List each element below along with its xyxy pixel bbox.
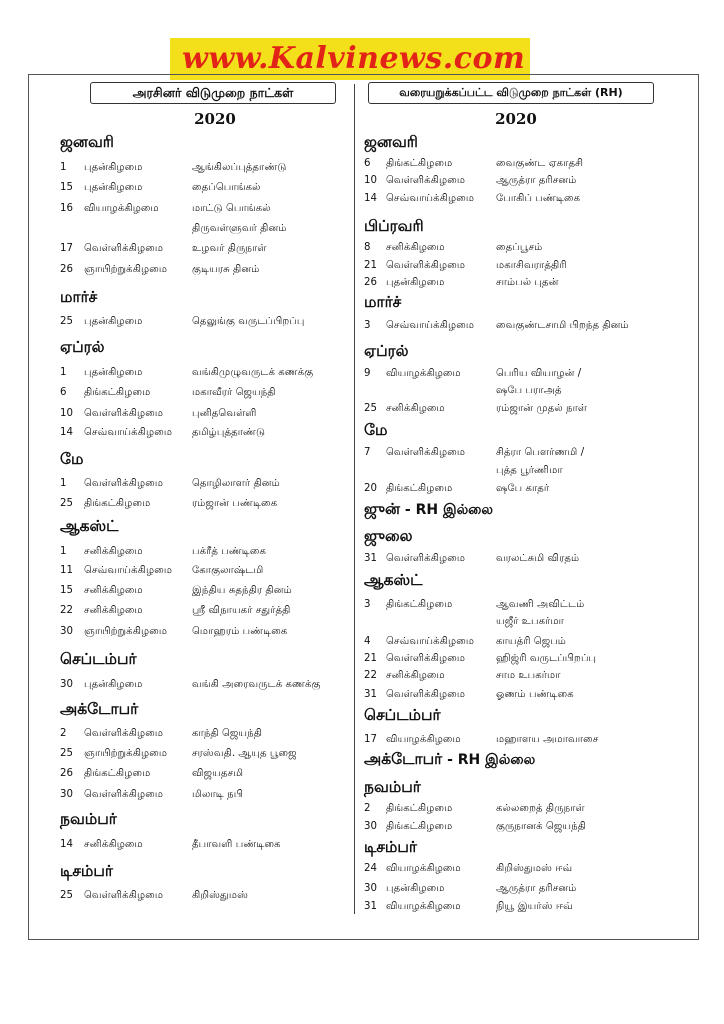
holiday-event: மகாசிவராத்திரி [496,260,567,271]
holiday-event: ஸ்ரீ விநாயகர் சதுர்த்தி [192,605,291,616]
right-year: 2020 [495,110,537,128]
holiday-date: 1 [60,546,67,557]
holiday-row [60,406,350,422]
holiday-weekday: வெள்ளிக்கிழமை [386,553,466,564]
right-month-heading [364,838,417,858]
holiday-weekday: சனிக்கிழமை [84,546,143,557]
holiday-row [364,651,694,667]
holiday-row [364,191,694,207]
month-name: மே [60,450,84,468]
holiday-row [60,787,350,803]
holiday-event: பெரிய வியாழன் / [496,368,582,379]
holiday-event: கோகுலாஷ்டமி [192,565,264,576]
holiday-event: ஆங்கிலப்புத்தாண்டு [192,162,287,173]
holiday-row [60,603,350,619]
holiday-event: வைகுண்டசாமி பிறந்த தினம் [496,320,629,331]
month-name: செப்டம்பர் [364,706,441,724]
holiday-event: தமிழ்புத்தாண்டு [192,427,266,438]
right-month-heading [364,342,408,362]
month-name: ஆகஸ்ட் [60,517,119,535]
holiday-weekday: ஞாயிற்றுக்கிழமை [84,748,168,759]
left-month-heading [60,288,97,308]
month-note: - RH இல்லை [400,502,494,518]
holiday-weekday: சனிக்கிழமை [84,839,143,850]
holiday-event: போகிப் பண்டிகை [496,193,581,204]
holiday-date: 30 [60,626,73,637]
holiday-date: 21 [364,653,377,664]
month-name: நவம்பர் [364,778,421,796]
holiday-row [60,888,350,904]
holiday-date: 2 [364,803,371,814]
holiday-date: 21 [364,260,377,271]
holiday-weekday: வெள்ளிக்கிழமை [386,175,466,186]
website-banner[interactable]: www.Kalvinews.com [182,41,526,76]
holiday-date: 17 [60,243,73,254]
holiday-weekday: வியாழக்கிழமை [386,368,461,379]
holiday-date: 22 [60,605,73,616]
holiday-row [364,668,694,684]
holiday-weekday: திங்கட்கிழமை [386,483,453,494]
holiday-date: 14 [364,193,377,204]
right-month-heading [364,421,387,441]
left-month-heading [60,450,83,470]
holiday-row [364,614,694,630]
holiday-weekday: சனிக்கிழமை [386,403,445,414]
holiday-weekday: வியாழக்கிழமை [386,863,461,874]
holiday-weekday: வெள்ளிக்கிழமை [84,890,164,901]
holiday-row [364,156,694,172]
right-month-heading [364,133,418,153]
holiday-event: வரலட்சுமி விரதம் [496,553,580,564]
holiday-event: ஹிஜ்ரி வருடப்பிறப்பு [496,653,597,664]
holiday-date: 25 [60,890,73,901]
holiday-weekday: புதன்கிழமை [386,883,445,894]
holiday-date: 30 [60,679,73,690]
holiday-event: விஜயதசமி [192,768,244,779]
holiday-row [60,746,350,762]
holiday-row [364,899,694,915]
holiday-row [60,766,350,782]
holiday-weekday: புதன்கிழமை [84,679,143,690]
month-name: மார்ச் [60,288,98,306]
right-month-heading [364,500,493,520]
holiday-event: வங்கிமுழுவருடக் கணக்கு [192,367,314,378]
holiday-weekday: வெள்ளிக்கிழமை [386,447,466,458]
holiday-weekday: வியாழக்கிழமை [386,734,461,745]
month-name: ஆகஸ்ட் [364,571,423,589]
holiday-date: 2 [60,728,67,739]
holiday-event: மிலாடி நபி [192,789,243,800]
holiday-weekday: புதன்கிழமை [84,182,143,193]
holiday-event: குடியரசு தினம் [192,264,260,275]
holiday-row [364,366,694,382]
holiday-event: புத்த பூர்ணிமா [496,465,563,476]
holiday-date: 3 [364,599,371,610]
holiday-weekday: சனிக்கிழமை [84,585,143,596]
holiday-row [60,476,350,492]
holiday-event: ஷபே காதர் [496,483,550,494]
holiday-weekday: செவ்வாய்க்கிழமை [84,427,173,438]
left-month-heading [60,338,104,358]
holiday-weekday: வெள்ளிக்கிழமை [84,408,164,419]
month-name: அக்டோபர் [364,750,443,768]
holiday-event: ஆருத்ரா தரிசனம் [496,175,577,186]
holiday-row [364,463,694,479]
holiday-row [60,180,350,196]
holiday-date: 1 [60,367,67,378]
holiday-weekday: வெள்ளிக்கிழமை [386,689,466,700]
holiday-event: காயத்ரி ஜெபம் [496,636,566,647]
holiday-event: சாம்பல் புதன் [496,277,559,288]
holiday-event: ஆவணி அவிட்டம் [496,599,585,610]
holiday-date: 26 [60,264,73,275]
holiday-date: 8 [364,242,371,253]
holiday-date: 6 [60,387,67,398]
holiday-event: கிறிஸ்துமஸ் [192,890,249,901]
month-name: செப்டம்பர் [60,650,137,668]
holiday-weekday: திங்கட்கிழமை [386,821,453,832]
left-heading: அரசினர் விடுமுறை நாட்கள் [90,82,336,104]
right-month-heading [364,571,423,591]
holiday-row [364,881,694,897]
month-name: ஏப்ரல் [364,342,409,360]
holiday-date: 31 [364,901,377,912]
month-name: ஜனவரி [364,133,418,151]
holiday-row [364,634,694,650]
left-month-heading [60,133,114,153]
month-name: பிப்ரவரி [364,217,424,235]
holiday-row [60,544,350,560]
left-month-heading [60,862,113,882]
holiday-weekday: வியாழக்கிழமை [386,901,461,912]
month-note: - RH இல்லை [442,752,536,768]
holiday-row [364,801,694,817]
holiday-weekday: திங்கட்கிழமை [84,768,151,779]
month-name: ஜுலை [364,527,413,545]
holiday-weekday: வியாழக்கிழமை [84,203,159,214]
holiday-date: 1 [60,478,67,489]
holiday-date: 25 [364,403,377,414]
month-name: ஜனவரி [60,133,114,151]
holiday-event: யஜீர் உபகர்மா [496,616,564,627]
holiday-row [364,258,694,274]
holiday-event: வைகுண்ட ஏகாதசி [496,158,584,169]
holiday-event: மஹாளய அமாவாசை [496,734,599,745]
holiday-date: 10 [60,408,73,419]
holiday-date: 6 [364,158,371,169]
holiday-event: தைப்பொங்கல் [192,182,261,193]
holiday-date: 15 [60,182,73,193]
holiday-date: 25 [60,748,73,759]
left-month-heading [60,650,137,670]
holiday-weekday: வெள்ளிக்கிழமை [386,260,466,271]
holiday-row [60,726,350,742]
holiday-date: 31 [364,689,377,700]
holiday-date: 15 [60,585,73,596]
holiday-row [60,160,350,176]
month-name: நவம்பர் [60,810,117,828]
holiday-weekday: ஞாயிற்றுக்கிழமை [84,264,168,275]
holiday-date: 9 [364,368,371,379]
holiday-weekday: செவ்வாய்க்கிழமை [84,565,173,576]
holiday-event: காந்தி ஜெயந்தி [192,728,263,739]
holiday-date: 7 [364,447,371,458]
holiday-weekday: சனிக்கிழமை [386,670,445,681]
right-month-heading [364,527,413,547]
holiday-event: தொழிலாளர் தினம் [192,478,280,489]
holiday-date: 4 [364,636,371,647]
holiday-row [364,383,694,399]
holiday-date: 10 [364,175,377,186]
holiday-event: குருநானக் ஜெயந்தி [496,821,586,832]
left-month-heading [60,517,119,537]
right-month-heading [364,217,424,237]
holiday-row [60,496,350,512]
holiday-event: உழவர் திருநாள் [192,243,267,254]
holiday-weekday: புதன்கிழமை [84,367,143,378]
month-name: ஏப்ரல் [60,338,105,356]
holiday-date: 26 [60,768,73,779]
holiday-event: தெலுங்கு வருடப்பிறப்பு [192,316,305,327]
holiday-date: 14 [60,839,73,850]
holiday-event: கல்லறைத் திருநாள் [496,803,585,814]
holiday-date: 25 [60,316,73,327]
holiday-row [364,401,694,417]
holiday-date: 22 [364,670,377,681]
holiday-date: 20 [364,483,377,494]
holiday-event: ஓணம் பண்டிகை [496,689,574,700]
month-name: டிசம்பர் [60,862,114,880]
holiday-weekday: சனிக்கிழமை [84,605,143,616]
holiday-row [60,624,350,640]
holiday-weekday: திங்கட்கிழமை [386,158,453,169]
month-name: மே [364,421,388,439]
holiday-date: 24 [364,863,377,874]
right-month-heading [364,706,441,726]
holiday-event: சரஸ்வதி. ஆயுத பூஜை [192,748,297,759]
holiday-weekday: வெள்ளிக்கிழமை [84,243,164,254]
holiday-event: வங்கி அரைவருடக் கணக்கு [192,679,321,690]
holiday-event: புனிதவெள்ளி [192,408,257,419]
holiday-row [364,481,694,497]
holiday-row [60,262,350,278]
left-year: 2020 [194,110,236,128]
holiday-row [364,861,694,877]
holiday-event: மொஹரம் பண்டிகை [192,626,288,637]
holiday-row [364,551,694,567]
holiday-event: கிறிஸ்துமஸ் ஈவ் [496,863,573,874]
holiday-date: 25 [60,498,73,509]
holiday-weekday: ஞாயிற்றுக்கிழமை [84,626,168,637]
month-name: அக்டோபர் [60,700,139,718]
holiday-date: 3 [364,320,371,331]
holiday-row [60,201,350,217]
holiday-row [60,241,350,257]
month-name: ஜுன் [364,500,401,518]
holiday-event: ஆருத்ரா தரிசனம் [496,883,577,894]
column-divider [354,84,355,914]
holiday-row [364,173,694,189]
holiday-weekday: புதன்கிழமை [386,277,445,288]
month-name: டிசம்பர் [364,838,418,856]
holiday-row [60,221,350,237]
holiday-weekday: செவ்வாய்க்கிழமை [386,320,475,331]
holiday-row [364,240,694,256]
holiday-weekday: திங்கட்கிழமை [84,498,151,509]
holiday-weekday: செவ்வாய்க்கிழமை [386,636,475,647]
holiday-weekday: புதன்கிழமை [84,162,143,173]
holiday-date: 14 [60,427,73,438]
holiday-date: 17 [364,734,377,745]
holiday-event: திருவள்ளுவர் தினம் [192,223,287,234]
holiday-weekday: வெள்ளிக்கிழமை [84,478,164,489]
holiday-row [364,687,694,703]
right-month-heading [364,778,421,798]
holiday-event: தீபாவளி பண்டிகை [192,839,281,850]
holiday-date: 30 [364,821,377,832]
left-month-heading [60,700,138,720]
holiday-weekday: வெள்ளிக்கிழமை [84,728,164,739]
holiday-date: 16 [60,203,73,214]
holiday-event: ரம்ஜான் பண்டிகை [192,498,278,509]
holiday-event: நியூ இயர்ஸ் ஈவ் [496,901,573,912]
holiday-weekday: திங்கட்கிழமை [84,387,151,398]
holiday-weekday: வெள்ளிக்கிழமை [84,789,164,800]
holiday-event: தைப்பூசம் [496,242,543,253]
holiday-row [364,445,694,461]
holiday-weekday: திங்கட்கிழமை [386,599,453,610]
holiday-row [60,425,350,441]
holiday-event: சாம உபகர்மா [496,670,561,681]
holiday-event: ரம்ஜான் முதல் நாள் [496,403,588,414]
holiday-row [60,563,350,579]
holiday-row [60,837,350,853]
holiday-weekday: புதன்கிழமை [84,316,143,327]
holiday-event: சித்ரா பௌர்ணமி / [496,447,585,458]
month-name: மார்ச் [364,293,402,311]
holiday-event: இந்திய சுதந்திர தினம் [192,585,292,596]
holiday-row [60,385,350,401]
right-month-heading [364,750,535,770]
holiday-weekday: வெள்ளிக்கிழமை [386,653,466,664]
holiday-row [60,677,350,693]
holiday-row [364,732,694,748]
holiday-date: 31 [364,553,377,564]
right-heading: வரையறுக்கப்பட்ட விடுமுறை நாட்கள் (RH) [368,82,654,104]
left-month-heading [60,810,117,830]
holiday-weekday: திங்கட்கிழமை [386,803,453,814]
holiday-row [364,275,694,291]
holiday-row [364,318,694,334]
holiday-date: 30 [60,789,73,800]
holiday-weekday: செவ்வாய்க்கிழமை [386,193,475,204]
holiday-date: 1 [60,162,67,173]
holiday-date: 11 [60,565,73,576]
holiday-event: மகாவீரர் ஜெயந்தி [192,387,276,398]
holiday-event: மாட்டு பொங்கல் [192,203,271,214]
holiday-date: 30 [364,883,377,894]
holiday-event: ஷபே பராஅத் [496,385,562,396]
holiday-weekday: சனிக்கிழமை [386,242,445,253]
holiday-date: 26 [364,277,377,288]
holiday-row [60,365,350,381]
holiday-row [60,583,350,599]
right-month-heading [364,293,401,313]
holiday-event: பக்ரீத் பண்டிகை [192,546,267,557]
holiday-row [60,314,350,330]
holiday-row [364,597,694,613]
holiday-row [364,819,694,835]
